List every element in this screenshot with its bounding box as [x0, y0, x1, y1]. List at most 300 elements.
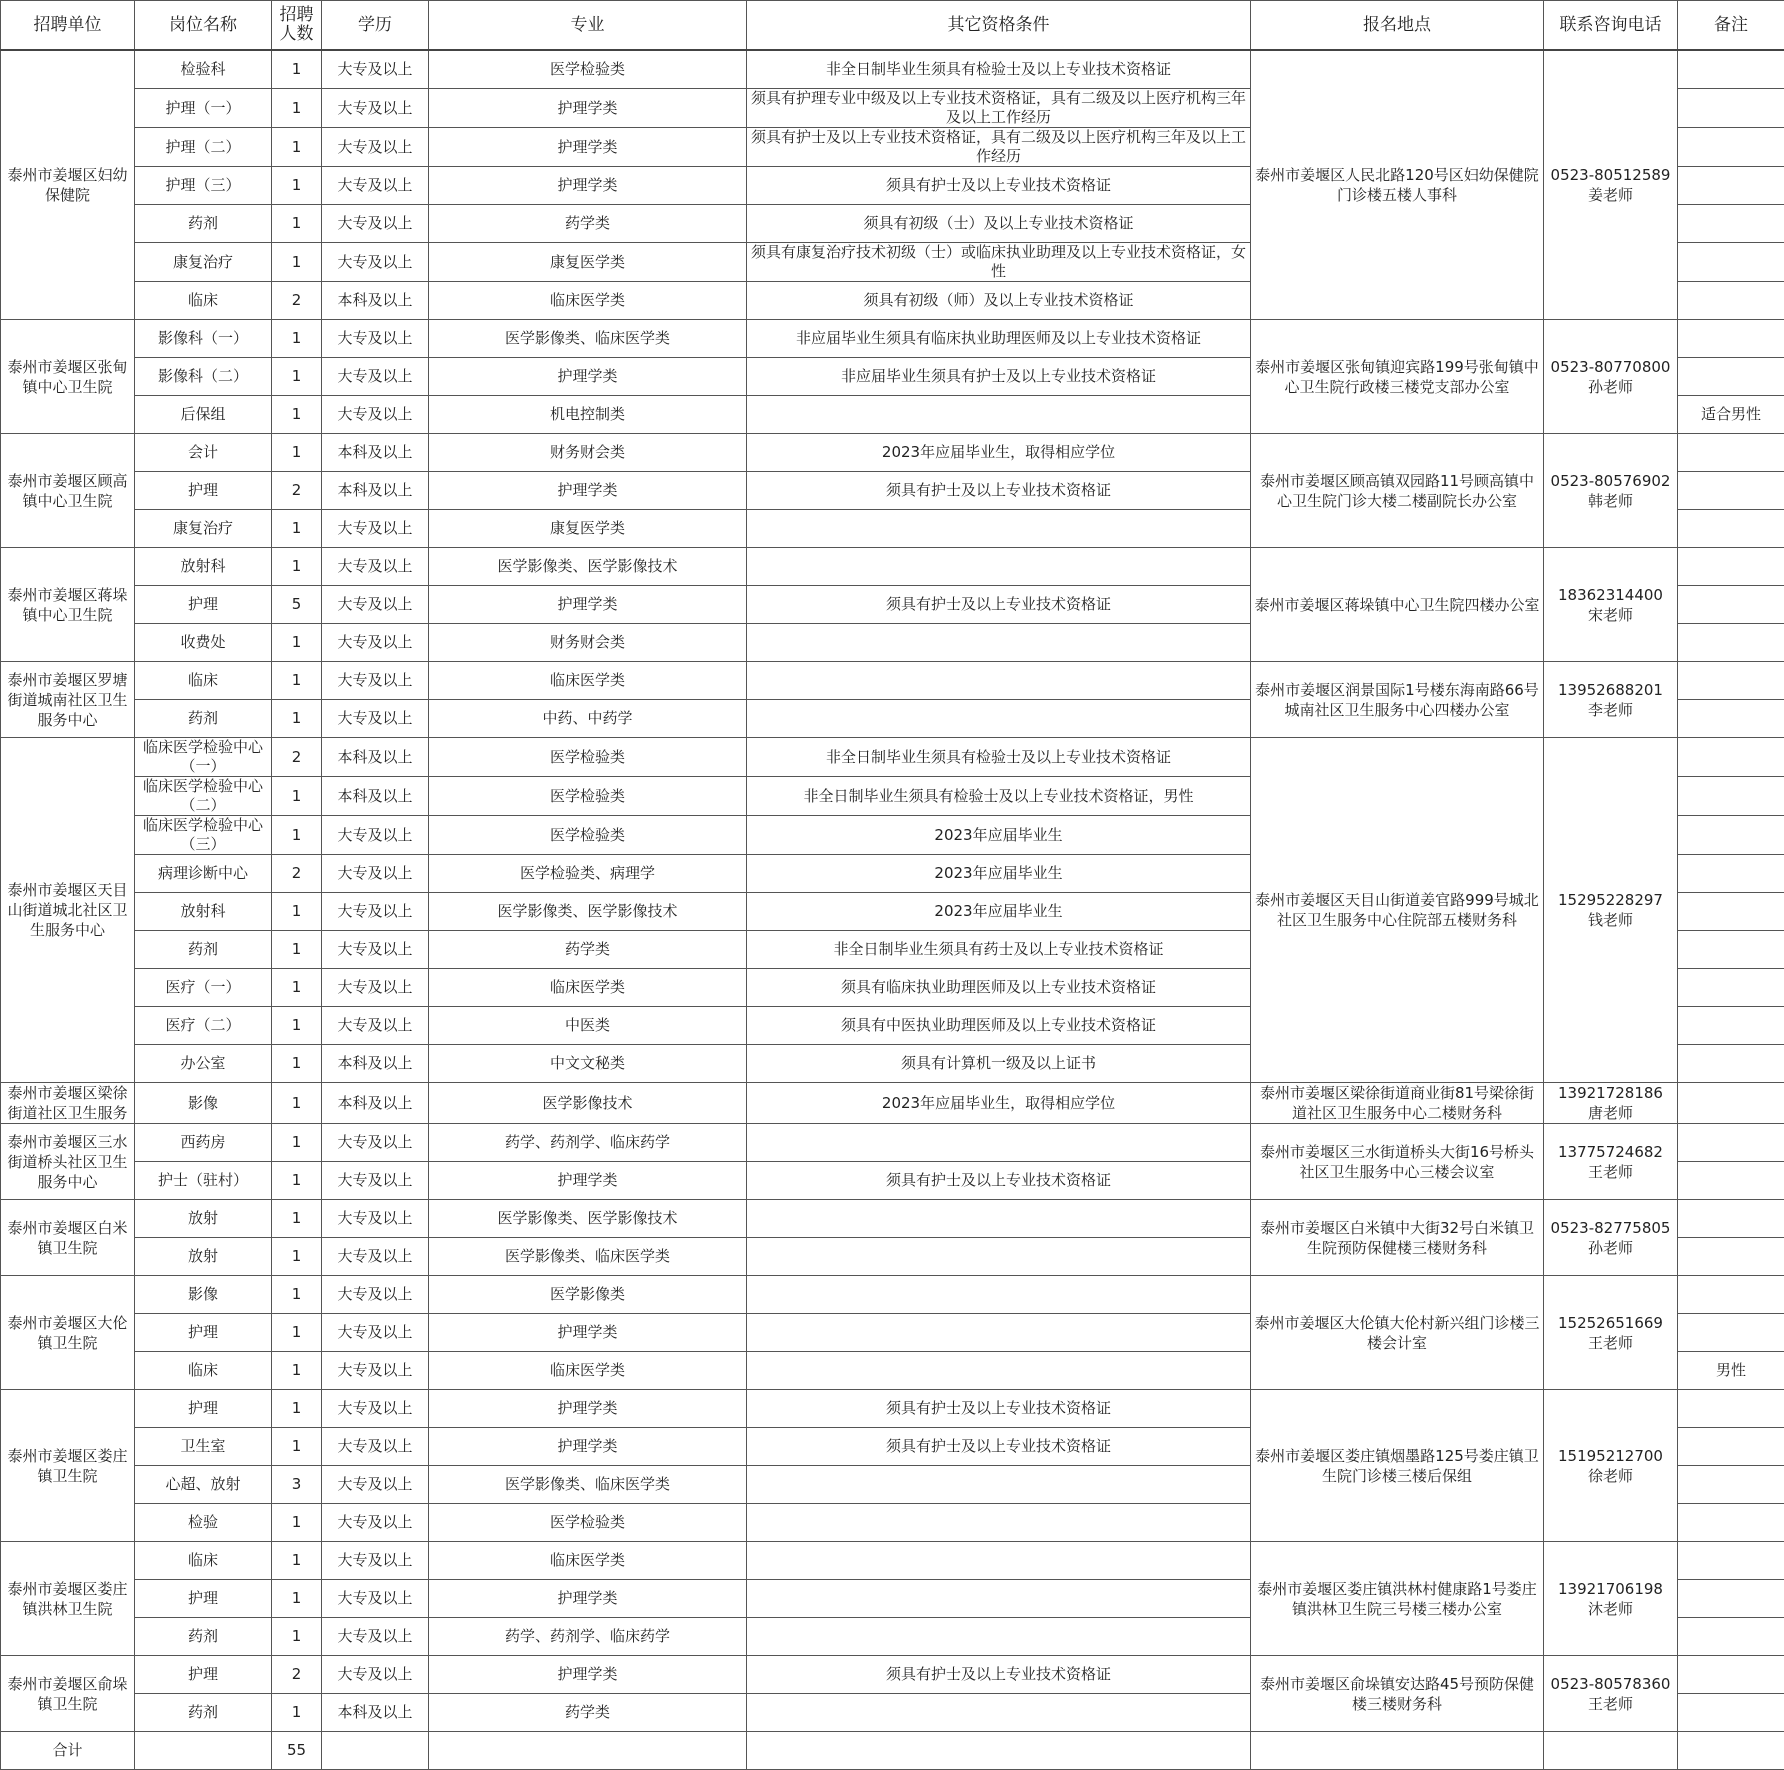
position-cell: 放射 — [135, 1200, 272, 1238]
education-cell: 本科及以上 — [322, 1045, 429, 1083]
header-row — [1, 1, 1784, 51]
position-cell: 临床医学检验中心（一） — [135, 738, 272, 777]
position-cell: 护理（二） — [135, 128, 272, 167]
position-cell: 康复治疗 — [135, 243, 272, 282]
conditions-cell: 须具有中医执业助理医师及以上专业技术资格证 — [747, 1007, 1251, 1045]
count-cell: 1 — [272, 548, 322, 586]
major-cell: 医学检验类 — [429, 738, 747, 777]
education-cell: 本科及以上 — [322, 282, 429, 320]
major-cell: 临床医学类 — [429, 1352, 747, 1390]
conditions-cell: 2023年应届毕业生 — [747, 893, 1251, 931]
count-cell: 1 — [272, 624, 322, 662]
education-cell: 大专及以上 — [322, 1542, 429, 1580]
total-label: 合计 — [1, 1732, 135, 1770]
major-cell: 护理学类 — [429, 1656, 747, 1694]
remark-cell — [1678, 1390, 1784, 1428]
education-cell: 大专及以上 — [322, 700, 429, 738]
address-cell: 泰州市姜堰区娄庄镇烟墨路125号娄庄镇卫生院门诊楼三楼后保组 — [1251, 1390, 1544, 1542]
count-cell: 1 — [272, 1314, 322, 1352]
total-empty — [135, 1732, 272, 1770]
count-cell: 2 — [272, 282, 322, 320]
count-cell: 5 — [272, 586, 322, 624]
conditions-cell: 须具有护士及以上专业技术资格证 — [747, 586, 1251, 624]
table-row — [1, 1200, 1784, 1238]
education-cell: 大专及以上 — [322, 510, 429, 548]
remark-cell — [1678, 931, 1784, 969]
table-row — [1, 320, 1784, 358]
education-cell: 大专及以上 — [322, 205, 429, 243]
table-body — [1, 50, 1784, 1732]
count-cell: 1 — [272, 1428, 322, 1466]
remark-cell — [1678, 282, 1784, 320]
conditions-cell: 须具有护士及以上专业技术资格证 — [747, 1390, 1251, 1428]
unit-cell: 泰州市姜堰区妇幼保健院 — [1, 50, 135, 320]
position-cell: 放射 — [135, 1238, 272, 1276]
remark-cell — [1678, 1504, 1784, 1542]
conditions-cell: 非全日制毕业生须具有检验士及以上专业技术资格证，男性 — [747, 777, 1251, 816]
conditions-cell: 须具有初级（士）及以上专业技术资格证 — [747, 205, 1251, 243]
remark-cell — [1678, 738, 1784, 777]
major-cell: 药学、药剂学、临床药学 — [429, 1124, 747, 1162]
unit-cell: 泰州市姜堰区娄庄镇洪林卫生院 — [1, 1542, 135, 1656]
major-cell: 医学影像技术 — [429, 1083, 747, 1124]
conditions-cell: 须具有护士及以上专业技术资格证，具有二级及以上医疗机构三年及以上工作经历 — [747, 128, 1251, 167]
education-cell: 大专及以上 — [322, 624, 429, 662]
position-cell: 卫生室 — [135, 1428, 272, 1466]
position-cell: 护理 — [135, 1314, 272, 1352]
position-cell: 检验科 — [135, 50, 272, 89]
header-remark: 备注 — [1678, 1, 1784, 51]
remark-cell — [1678, 1200, 1784, 1238]
unit-cell: 泰州市姜堰区顾高镇中心卫生院 — [1, 434, 135, 548]
count-cell: 1 — [272, 1352, 322, 1390]
unit-cell: 泰州市姜堰区大伦镇卫生院 — [1, 1276, 135, 1390]
count-cell: 2 — [272, 472, 322, 510]
count-cell: 1 — [272, 1390, 322, 1428]
conditions-cell: 非全日制毕业生须具有药士及以上专业技术资格证 — [747, 931, 1251, 969]
count-cell: 1 — [272, 1045, 322, 1083]
major-cell: 护理学类 — [429, 358, 747, 396]
address-cell: 泰州市姜堰区天目山街道姜官路999号城北社区卫生服务中心住院部五楼财务科 — [1251, 738, 1544, 1083]
count-cell: 1 — [272, 700, 322, 738]
major-cell: 护理学类 — [429, 1580, 747, 1618]
education-cell: 大专及以上 — [322, 358, 429, 396]
total-count: 55 — [272, 1732, 322, 1770]
major-cell: 医学检验类、病理学 — [429, 855, 747, 893]
education-cell: 大专及以上 — [322, 89, 429, 128]
phone-cell: 13775724682 王老师 — [1544, 1124, 1678, 1200]
address-cell: 泰州市姜堰区梁徐街道商业街81号梁徐街道社区卫生服务中心二楼财务科 — [1251, 1083, 1544, 1124]
table-row — [1, 1276, 1784, 1314]
conditions-cell — [747, 700, 1251, 738]
count-cell: 1 — [272, 1238, 322, 1276]
major-cell: 临床医学类 — [429, 969, 747, 1007]
major-cell: 财务财会类 — [429, 434, 747, 472]
position-cell: 康复治疗 — [135, 510, 272, 548]
count-cell: 1 — [272, 205, 322, 243]
position-cell: 医疗（二） — [135, 1007, 272, 1045]
table-row — [1, 1124, 1784, 1162]
phone-cell: 15195212700 徐老师 — [1544, 1390, 1678, 1542]
position-cell: 会计 — [135, 434, 272, 472]
phone-cell: 15252651669 王老师 — [1544, 1276, 1678, 1390]
major-cell: 医学影像类、医学影像技术 — [429, 893, 747, 931]
major-cell: 护理学类 — [429, 128, 747, 167]
total-empty — [429, 1732, 747, 1770]
position-cell: 药剂 — [135, 700, 272, 738]
address-cell: 泰州市姜堰区张甸镇迎宾路199号张甸镇中心卫生院行政楼三楼党支部办公室 — [1251, 320, 1544, 434]
remark-cell — [1678, 1238, 1784, 1276]
phone-cell: 0523-80770800 孙老师 — [1544, 320, 1678, 434]
education-cell: 大专及以上 — [322, 855, 429, 893]
major-cell: 医学检验类 — [429, 1504, 747, 1542]
major-cell: 中医类 — [429, 1007, 747, 1045]
count-cell: 1 — [272, 50, 322, 89]
conditions-cell: 须具有计算机一级及以上证书 — [747, 1045, 1251, 1083]
education-cell: 本科及以上 — [322, 434, 429, 472]
conditions-cell: 须具有护士及以上专业技术资格证 — [747, 472, 1251, 510]
phone-cell: 18362314400 宋老师 — [1544, 548, 1678, 662]
address-cell: 泰州市姜堰区人民北路120号区妇幼保健院门诊楼五楼人事科 — [1251, 50, 1544, 320]
count-cell: 1 — [272, 893, 322, 931]
address-cell: 泰州市姜堰区三水街道桥头大街16号桥头社区卫生服务中心三楼会议室 — [1251, 1124, 1544, 1200]
header-conditions: 其它资格条件 — [747, 1, 1251, 51]
education-cell: 大专及以上 — [322, 662, 429, 700]
major-cell: 护理学类 — [429, 89, 747, 128]
unit-cell: 泰州市姜堰区白米镇卫生院 — [1, 1200, 135, 1276]
position-cell: 临床 — [135, 282, 272, 320]
major-cell: 临床医学类 — [429, 1542, 747, 1580]
count-cell: 1 — [272, 1200, 322, 1238]
phone-cell: 15295228297 钱老师 — [1544, 738, 1678, 1083]
conditions-cell — [747, 548, 1251, 586]
position-cell: 护理 — [135, 1580, 272, 1618]
unit-cell: 泰州市姜堰区天目山街道城北社区卫生服务中心 — [1, 738, 135, 1083]
education-cell: 大专及以上 — [322, 1390, 429, 1428]
total-row — [1, 1732, 1784, 1770]
remark-cell — [1678, 548, 1784, 586]
major-cell: 中文文秘类 — [429, 1045, 747, 1083]
phone-cell: 13921728186 唐老师 — [1544, 1083, 1678, 1124]
conditions-cell — [747, 1466, 1251, 1504]
table-row — [1, 738, 1784, 777]
remark-cell — [1678, 243, 1784, 282]
count-cell: 1 — [272, 1504, 322, 1542]
conditions-cell: 非应届毕业生须具有护士及以上专业技术资格证 — [747, 358, 1251, 396]
major-cell: 护理学类 — [429, 472, 747, 510]
count-cell: 1 — [272, 358, 322, 396]
major-cell: 药学、药剂学、临床药学 — [429, 1618, 747, 1656]
address-cell: 泰州市姜堰区大伦镇大伦村新兴组门诊楼三楼会计室 — [1251, 1276, 1544, 1390]
education-cell: 本科及以上 — [322, 472, 429, 510]
remark-cell — [1678, 1276, 1784, 1314]
position-cell: 影像科（一） — [135, 320, 272, 358]
remark-cell — [1678, 855, 1784, 893]
count-cell: 1 — [272, 1007, 322, 1045]
count-cell: 2 — [272, 738, 322, 777]
total-empty — [747, 1732, 1251, 1770]
education-cell: 大专及以上 — [322, 50, 429, 89]
major-cell: 医学影像类 — [429, 1276, 747, 1314]
address-cell: 泰州市姜堰区润景国际1号楼东海南路66号城南社区卫生服务中心四楼办公室 — [1251, 662, 1544, 738]
count-cell: 2 — [272, 855, 322, 893]
header-unit: 招聘单位 — [1, 1, 135, 51]
total-empty — [1544, 1732, 1678, 1770]
position-cell: 放射科 — [135, 548, 272, 586]
header-count: 招聘人数 — [272, 1, 322, 51]
count-cell: 1 — [272, 1618, 322, 1656]
education-cell: 大专及以上 — [322, 243, 429, 282]
major-cell: 护理学类 — [429, 1162, 747, 1200]
remark-cell — [1678, 816, 1784, 855]
conditions-cell — [747, 1238, 1251, 1276]
remark-cell — [1678, 358, 1784, 396]
major-cell: 中药、中药学 — [429, 700, 747, 738]
remark-cell — [1678, 1694, 1784, 1732]
unit-cell: 泰州市姜堰区三水街道桥头社区卫生服务中心 — [1, 1124, 135, 1200]
education-cell: 大专及以上 — [322, 128, 429, 167]
education-cell: 本科及以上 — [322, 777, 429, 816]
remark-cell — [1678, 1466, 1784, 1504]
position-cell: 护理 — [135, 1390, 272, 1428]
remark-cell — [1678, 320, 1784, 358]
remark-cell — [1678, 510, 1784, 548]
major-cell: 财务财会类 — [429, 624, 747, 662]
education-cell: 本科及以上 — [322, 1083, 429, 1124]
conditions-cell — [747, 1580, 1251, 1618]
conditions-cell — [747, 1124, 1251, 1162]
remark-cell — [1678, 586, 1784, 624]
position-cell: 护士（驻村） — [135, 1162, 272, 1200]
major-cell: 医学检验类 — [429, 816, 747, 855]
total-empty — [1251, 1732, 1544, 1770]
conditions-cell — [747, 1618, 1251, 1656]
major-cell: 医学影像类、医学影像技术 — [429, 548, 747, 586]
position-cell: 药剂 — [135, 1618, 272, 1656]
education-cell: 大专及以上 — [322, 1428, 429, 1466]
remark-cell — [1678, 128, 1784, 167]
conditions-cell: 非全日制毕业生须具有检验士及以上专业技术资格证 — [747, 50, 1251, 89]
remark-cell — [1678, 662, 1784, 700]
education-cell: 大专及以上 — [322, 1656, 429, 1694]
remark-cell — [1678, 1428, 1784, 1466]
major-cell: 药学类 — [429, 931, 747, 969]
education-cell: 大专及以上 — [322, 1314, 429, 1352]
education-cell: 大专及以上 — [322, 167, 429, 205]
remark-cell — [1678, 893, 1784, 931]
phone-cell: 0523-80576902 韩老师 — [1544, 434, 1678, 548]
unit-cell: 泰州市姜堰区蒋垛镇中心卫生院 — [1, 548, 135, 662]
count-cell: 1 — [272, 777, 322, 816]
phone-cell: 13952688201 李老师 — [1544, 662, 1678, 738]
education-cell: 大专及以上 — [322, 1352, 429, 1390]
conditions-cell — [747, 510, 1251, 548]
position-cell: 后保组 — [135, 396, 272, 434]
count-cell: 1 — [272, 1124, 322, 1162]
position-cell: 影像科（二） — [135, 358, 272, 396]
count-cell: 1 — [272, 1162, 322, 1200]
remark-cell — [1678, 1162, 1784, 1200]
remark-cell — [1678, 472, 1784, 510]
education-cell: 大专及以上 — [322, 931, 429, 969]
position-cell: 临床 — [135, 662, 272, 700]
remark-cell — [1678, 205, 1784, 243]
conditions-cell: 2023年应届毕业生，取得相应学位 — [747, 434, 1251, 472]
conditions-cell: 2023年应届毕业生 — [747, 816, 1251, 855]
position-cell: 药剂 — [135, 205, 272, 243]
position-cell: 药剂 — [135, 1694, 272, 1732]
count-cell: 1 — [272, 1694, 322, 1732]
remark-cell — [1678, 1542, 1784, 1580]
remark-cell — [1678, 89, 1784, 128]
header-phone: 联系咨询电话 — [1544, 1, 1678, 51]
education-cell: 大专及以上 — [322, 1162, 429, 1200]
conditions-cell: 非应届毕业生须具有临床执业助理医师及以上专业技术资格证 — [747, 320, 1251, 358]
major-cell: 医学影像类、临床医学类 — [429, 320, 747, 358]
education-cell: 大专及以上 — [322, 1466, 429, 1504]
table-row — [1, 548, 1784, 586]
conditions-cell: 非全日制毕业生须具有检验士及以上专业技术资格证 — [747, 738, 1251, 777]
count-cell: 1 — [272, 320, 322, 358]
remark-cell — [1678, 1314, 1784, 1352]
conditions-cell: 须具有护士及以上专业技术资格证 — [747, 167, 1251, 205]
position-cell: 影像 — [135, 1276, 272, 1314]
table-row — [1, 434, 1784, 472]
phone-cell: 13921706198 沐老师 — [1544, 1542, 1678, 1656]
major-cell: 康复医学类 — [429, 243, 747, 282]
conditions-cell: 须具有临床执业助理医师及以上专业技术资格证 — [747, 969, 1251, 1007]
conditions-cell — [747, 1276, 1251, 1314]
education-cell: 本科及以上 — [322, 1694, 429, 1732]
education-cell: 大专及以上 — [322, 548, 429, 586]
education-cell: 大专及以上 — [322, 816, 429, 855]
education-cell: 大专及以上 — [322, 1007, 429, 1045]
header-address: 报名地点 — [1251, 1, 1544, 51]
address-cell: 泰州市姜堰区顾高镇双园路11号顾高镇中心卫生院门诊大楼二楼副院长办公室 — [1251, 434, 1544, 548]
position-cell: 西药房 — [135, 1124, 272, 1162]
total-empty — [322, 1732, 429, 1770]
remark-cell — [1678, 1580, 1784, 1618]
header-position: 岗位名称 — [135, 1, 272, 51]
unit-cell: 泰州市姜堰区梁徐街道社区卫生服务 — [1, 1083, 135, 1124]
count-cell: 2 — [272, 1656, 322, 1694]
position-cell: 放射科 — [135, 893, 272, 931]
address-cell: 泰州市姜堰区白米镇中大街32号白米镇卫生院预防保健楼三楼财务科 — [1251, 1200, 1544, 1276]
count-cell: 1 — [272, 1542, 322, 1580]
position-cell: 临床医学检验中心（二） — [135, 777, 272, 816]
conditions-cell: 须具有康复治疗技术初级（士）或临床执业助理及以上专业技术资格证，女性 — [747, 243, 1251, 282]
count-cell: 1 — [272, 89, 322, 128]
conditions-cell — [747, 1504, 1251, 1542]
position-cell: 临床 — [135, 1352, 272, 1390]
table-row — [1, 1390, 1784, 1428]
major-cell: 护理学类 — [429, 167, 747, 205]
header-education: 学历 — [322, 1, 429, 51]
count-cell: 1 — [272, 434, 322, 472]
count-cell: 1 — [272, 969, 322, 1007]
count-cell: 3 — [272, 1466, 322, 1504]
remark-cell — [1678, 700, 1784, 738]
conditions-cell: 须具有初级（师）及以上专业技术资格证 — [747, 282, 1251, 320]
remark-cell — [1678, 434, 1784, 472]
conditions-cell: 2023年应届毕业生 — [747, 855, 1251, 893]
major-cell: 药学类 — [429, 205, 747, 243]
position-cell: 护理（三） — [135, 167, 272, 205]
education-cell: 大专及以上 — [322, 1618, 429, 1656]
conditions-cell: 须具有护士及以上专业技术资格证 — [747, 1656, 1251, 1694]
position-cell: 临床医学检验中心（三） — [135, 816, 272, 855]
remark-cell — [1678, 1007, 1784, 1045]
unit-cell: 泰州市姜堰区罗塘街道城南社区卫生服务中心 — [1, 662, 135, 738]
remark-cell — [1678, 624, 1784, 662]
remark-cell — [1678, 1083, 1784, 1124]
address-cell: 泰州市姜堰区娄庄镇洪林村健康路1号娄庄镇洪林卫生院三号楼三楼办公室 — [1251, 1542, 1544, 1656]
position-cell: 临床 — [135, 1542, 272, 1580]
remark-cell — [1678, 1124, 1784, 1162]
major-cell: 机电控制类 — [429, 396, 747, 434]
phone-cell: 0523-80578360 王老师 — [1544, 1656, 1678, 1732]
phone-cell: 0523-82775805 孙老师 — [1544, 1200, 1678, 1276]
count-cell: 1 — [272, 510, 322, 548]
major-cell: 医学检验类 — [429, 50, 747, 89]
remark-cell — [1678, 969, 1784, 1007]
major-cell: 临床医学类 — [429, 662, 747, 700]
conditions-cell — [747, 396, 1251, 434]
position-cell: 护理 — [135, 472, 272, 510]
major-cell: 医学影像类、医学影像技术 — [429, 1200, 747, 1238]
table-row — [1, 1542, 1784, 1580]
education-cell: 大专及以上 — [322, 586, 429, 624]
conditions-cell — [747, 1694, 1251, 1732]
education-cell: 大专及以上 — [322, 1504, 429, 1542]
count-cell: 1 — [272, 396, 322, 434]
count-cell: 1 — [272, 1276, 322, 1314]
major-cell: 护理学类 — [429, 1428, 747, 1466]
table-row — [1, 1083, 1784, 1124]
conditions-cell: 须具有护士及以上专业技术资格证 — [747, 1428, 1251, 1466]
major-cell: 医学影像类、临床医学类 — [429, 1466, 747, 1504]
major-cell: 护理学类 — [429, 1390, 747, 1428]
position-cell: 护理 — [135, 1656, 272, 1694]
remark-cell — [1678, 777, 1784, 816]
conditions-cell: 2023年应届毕业生，取得相应学位 — [747, 1083, 1251, 1124]
position-cell: 护理（一） — [135, 89, 272, 128]
header-major: 专业 — [429, 1, 747, 51]
unit-cell: 泰州市姜堰区娄庄镇卫生院 — [1, 1390, 135, 1542]
conditions-cell — [747, 1200, 1251, 1238]
unit-cell: 泰州市姜堰区张甸镇中心卫生院 — [1, 320, 135, 434]
education-cell: 大专及以上 — [322, 1200, 429, 1238]
major-cell: 护理学类 — [429, 1314, 747, 1352]
education-cell: 大专及以上 — [322, 1580, 429, 1618]
count-cell: 1 — [272, 243, 322, 282]
major-cell: 医学检验类 — [429, 777, 747, 816]
count-cell: 1 — [272, 662, 322, 700]
position-cell: 影像 — [135, 1083, 272, 1124]
major-cell: 护理学类 — [429, 586, 747, 624]
position-cell: 检验 — [135, 1504, 272, 1542]
total-empty — [1678, 1732, 1784, 1770]
position-cell: 办公室 — [135, 1045, 272, 1083]
count-cell: 1 — [272, 167, 322, 205]
conditions-cell — [747, 1542, 1251, 1580]
conditions-cell — [747, 662, 1251, 700]
remark-cell — [1678, 1656, 1784, 1694]
unit-cell: 泰州市姜堰区俞垛镇卫生院 — [1, 1656, 135, 1732]
position-cell: 收费处 — [135, 624, 272, 662]
major-cell: 临床医学类 — [429, 282, 747, 320]
conditions-cell: 须具有护理专业中级及以上专业技术资格证，具有二级及以上医疗机构三年及以上工作经历 — [747, 89, 1251, 128]
